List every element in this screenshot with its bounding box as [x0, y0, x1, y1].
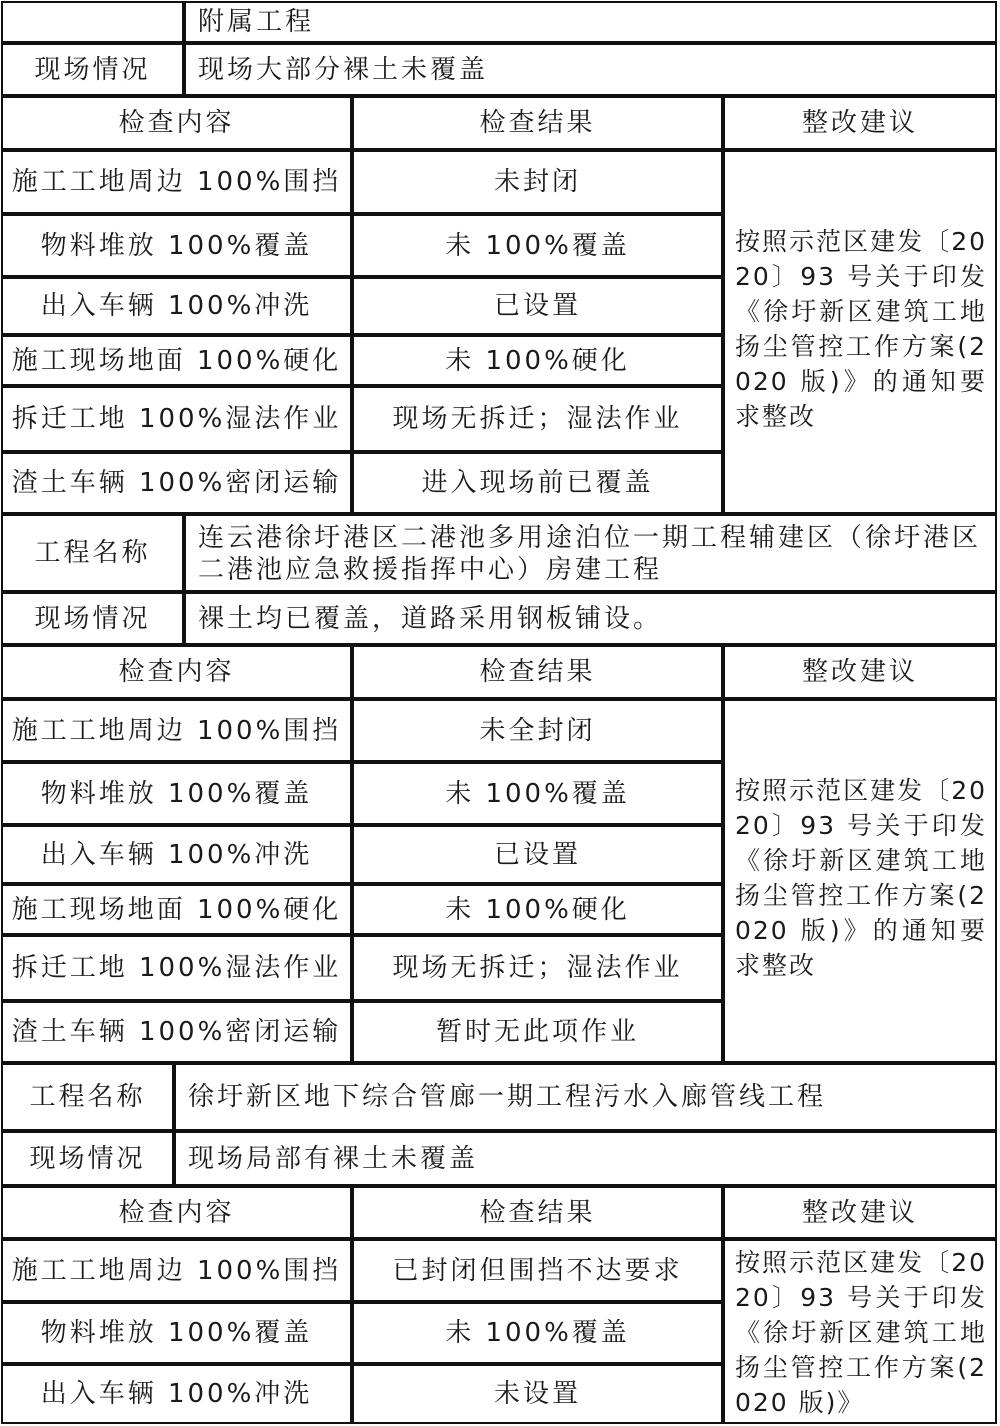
row-result: 未全封闭	[352, 699, 723, 762]
site-label: 现场情况	[1, 43, 184, 96]
row-item: 拆迁工地 100%湿法作业	[1, 935, 352, 1001]
row-result: 现场无拆迁；湿法作业	[352, 935, 723, 1001]
row-item: 施工现场地面 100%硬化	[1, 335, 352, 386]
header-result: 检查结果	[352, 1186, 723, 1239]
header-result: 检查结果	[352, 96, 723, 150]
row-result: 已设置	[352, 277, 723, 335]
suggestion-text: 按照示范区建发〔2020〕93 号关于印发《徐圩新区建筑工地扬尘管控工作方案(2020 版)》	[723, 1239, 997, 1424]
row-result: 未 100%覆盖	[352, 762, 723, 825]
name-label: 工程名称	[1, 514, 184, 592]
row-result: 未 100%硬化	[352, 335, 723, 386]
row-result: 现场无拆迁；湿法作业	[352, 386, 723, 452]
row-result: 暂时无此项作业	[352, 1001, 723, 1063]
site-status: 裸土均已覆盖，道路采用钢板铺设。	[184, 592, 997, 645]
project-name: 徐圩新区地下综合管廊一期工程污水入廊管线工程	[174, 1063, 997, 1131]
row-item: 出入车辆 100%冲洗	[1, 1364, 352, 1424]
row-item: 渣土车辆 100%密闭运输	[1, 1001, 352, 1063]
site-status: 现场局部有裸土未覆盖	[174, 1131, 997, 1186]
header-suggestion: 整改建议	[723, 96, 997, 150]
name-label: 工程名称	[1, 1063, 174, 1131]
row-result: 未 100%硬化	[352, 884, 723, 935]
header-suggestion: 整改建议	[723, 1186, 997, 1239]
header-item: 检查内容	[1, 1186, 352, 1239]
row-item: 物料堆放 100%覆盖	[1, 762, 352, 825]
site-status: 现场大部分裸土未覆盖	[184, 43, 997, 96]
project-name: 连云港徐圩港区二港池多用途泊位一期工程辅建区（徐圩港区二港池应急救援指挥中心）房建工程	[184, 514, 997, 592]
site-label: 现场情况	[1, 592, 184, 645]
row-result: 未封闭	[352, 150, 723, 214]
row-item: 施工现场地面 100%硬化	[1, 884, 352, 935]
row-result: 未 100%覆盖	[352, 1302, 723, 1364]
header-item: 检查内容	[1, 96, 352, 150]
row-result: 未 100%覆盖	[352, 214, 723, 277]
row-item: 施工工地周边 100%围挡	[1, 150, 352, 214]
project-name: 附属工程	[184, 1, 997, 43]
header-item: 检查内容	[1, 645, 352, 699]
row-item: 拆迁工地 100%湿法作业	[1, 386, 352, 452]
row-item: 施工工地周边 100%围挡	[1, 699, 352, 762]
header-suggestion: 整改建议	[723, 645, 997, 699]
row-result: 未设置	[352, 1364, 723, 1424]
row-item: 出入车辆 100%冲洗	[1, 825, 352, 884]
row-item: 物料堆放 100%覆盖	[1, 1302, 352, 1364]
row-item: 施工工地周边 100%围挡	[1, 1239, 352, 1302]
suggestion-text: 按照示范区建发〔2020〕93 号关于印发《徐圩新区建筑工地扬尘管控工作方案(2020 版)》的通知要求整改	[723, 150, 997, 514]
suggestion-text: 按照示范区建发〔2020〕93 号关于印发《徐圩新区建筑工地扬尘管控工作方案(2020 版)》的通知要求整改	[723, 699, 997, 1063]
header-result: 检查结果	[352, 645, 723, 699]
site-label: 现场情况	[1, 1131, 174, 1186]
name-label-cell-empty	[1, 1, 184, 43]
row-item: 物料堆放 100%覆盖	[1, 214, 352, 277]
row-result: 已设置	[352, 825, 723, 884]
row-result: 进入现场前已覆盖	[352, 452, 723, 514]
row-item: 出入车辆 100%冲洗	[1, 277, 352, 335]
row-result: 已封闭但围挡不达要求	[352, 1239, 723, 1302]
row-item: 渣土车辆 100%密闭运输	[1, 452, 352, 514]
